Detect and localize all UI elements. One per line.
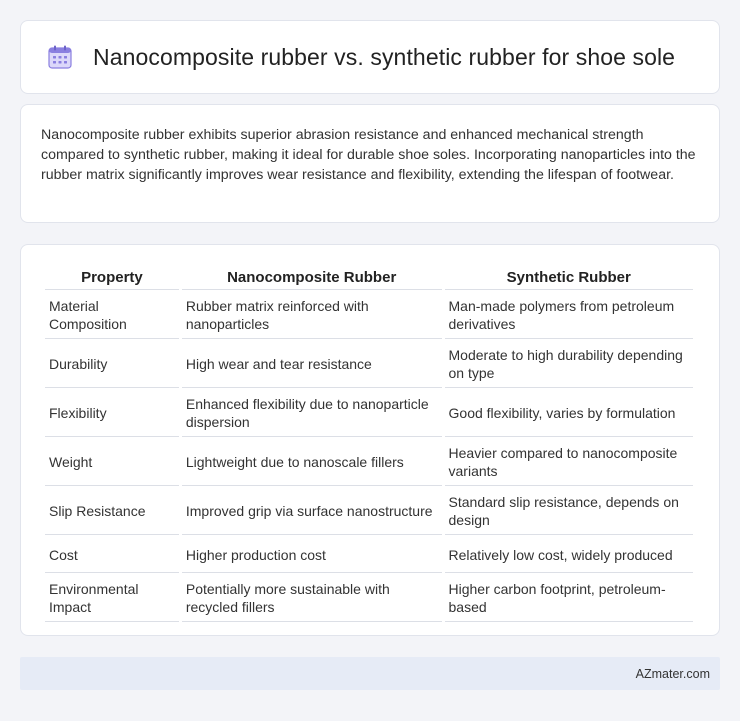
table-row <box>45 341 693 388</box>
cell-synthetic: Higher carbon footprint, petroleum-based <box>445 575 693 622</box>
cell-synthetic: Man-made polymers from petroleum derivatives <box>445 292 693 339</box>
footer <box>20 657 720 690</box>
cell-nanocomposite: Rubber matrix reinforced with nanoparticles <box>182 292 442 339</box>
cell-property: Cost <box>45 537 179 573</box>
footer-source-text: AZmater.com <box>635 666 710 681</box>
cell-synthetic: Heavier compared to nanocomposite variants <box>445 439 693 486</box>
table-row <box>45 537 693 573</box>
cell-nanocomposite: Higher production cost <box>182 537 442 573</box>
column-header-property: Property <box>45 267 179 290</box>
cell-property: Durability <box>45 341 179 388</box>
calendar-icon <box>47 44 73 70</box>
cell-synthetic: Good flexibility, varies by formulation <box>445 390 693 437</box>
summary-card <box>20 104 720 223</box>
cell-nanocomposite: Potentially more sustainable with recycled fillers <box>182 575 442 622</box>
table-row <box>45 439 693 486</box>
table-header-row <box>45 267 693 290</box>
cell-property: Flexibility <box>45 390 179 437</box>
cell-synthetic: Standard slip resistance, depends on design <box>445 488 693 535</box>
table-row <box>45 575 693 622</box>
column-header-synthetic: Synthetic Rubber <box>445 267 693 290</box>
comparison-table <box>42 265 696 624</box>
table-row <box>45 488 693 535</box>
cell-nanocomposite: Lightweight due to nanoscale fillers <box>182 439 442 486</box>
cell-property: Environmental Impact <box>45 575 179 622</box>
table-row <box>45 292 693 339</box>
page-title: Nanocomposite rubber vs. synthetic rubber for shoe sole <box>93 43 676 70</box>
cell-property: Weight <box>45 439 179 486</box>
cell-nanocomposite: High wear and tear resistance <box>182 341 442 388</box>
table-row <box>45 390 693 437</box>
cell-property: Slip Resistance <box>45 488 179 535</box>
cell-property: Material Composition <box>45 292 179 339</box>
cell-nanocomposite: Improved grip via surface nanostructure <box>182 488 442 535</box>
column-header-nanocomposite: Nanocomposite Rubber <box>182 267 442 290</box>
cell-nanocomposite: Enhanced flexibility due to nanoparticle dispersion <box>182 390 442 437</box>
cell-synthetic: Relatively low cost, widely produced <box>445 537 693 573</box>
title-card <box>20 20 720 94</box>
comparison-table-card <box>20 244 720 636</box>
summary-text: Nanocomposite rubber exhibits superior abrasion resistance and enhanced mechanical strength compared to synthetic rubber, making it ideal for durable shoe soles. Incorporating nanoparticles into the rubber matrix significantly improves wear resistance and flexibility, extending the lifespan of footwear. <box>41 127 696 183</box>
cell-synthetic: Moderate to high durability depending on type <box>445 341 693 388</box>
